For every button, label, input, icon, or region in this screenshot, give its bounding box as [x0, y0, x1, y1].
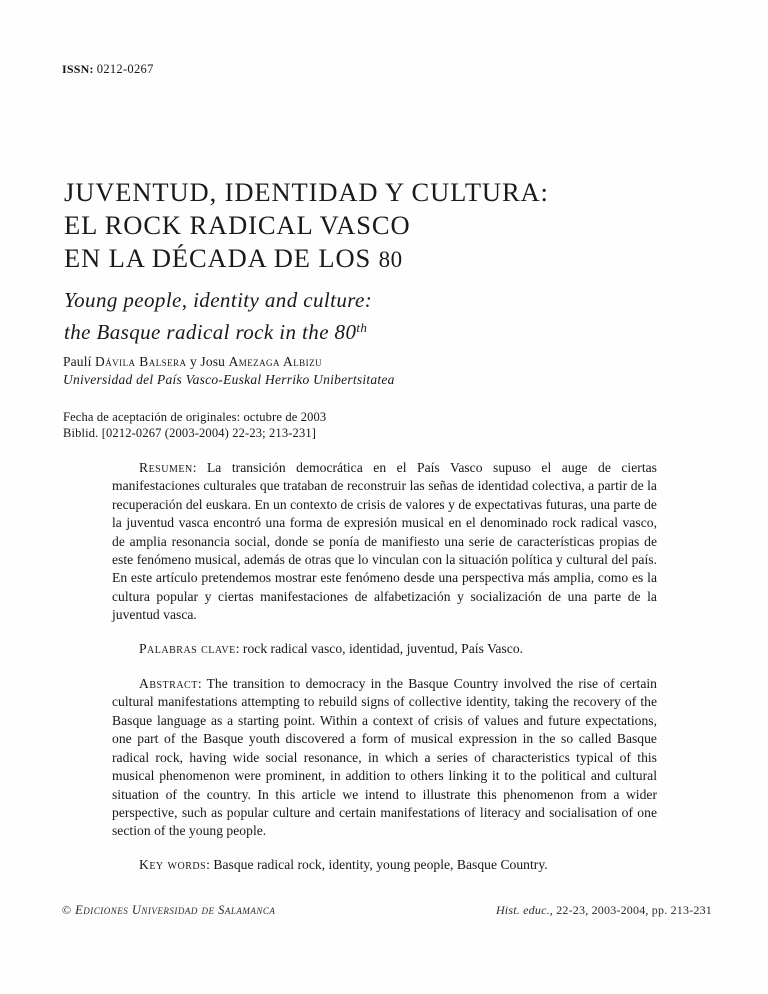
author-conjunction: y: [186, 354, 201, 369]
author-affiliation: Universidad del País Vasco-Euskal Herriko Unibertsitatea: [63, 371, 395, 387]
keywords-spanish: [112, 640, 657, 658]
keywords-spanish-text: rock radical vasco, identidad, juventud, País Vasco.: [242, 640, 524, 656]
title-decade-number: 80: [378, 247, 403, 272]
publisher-name: Ediciones Universidad de Salamanca: [75, 903, 276, 917]
keywords-english-separator: :: [206, 856, 214, 872]
publisher-credit: [62, 903, 275, 918]
keywords-english-text: Basque radical rock, identity, young people, Basque Country.: [213, 856, 548, 872]
abstract-english-separator: :: [197, 676, 207, 692]
keywords-spanish-separator: :: [235, 640, 243, 656]
author-names: [63, 354, 683, 371]
biblid-code: Biblid. [0212-0267 (2003-2004) 22-23; 213-231]: [63, 426, 317, 440]
title-line-1: JUVENTUD, IDENTIDAD Y CULTURA:: [64, 177, 549, 207]
spacer: [112, 625, 657, 640]
abstract-area: [112, 459, 657, 874]
copyright-icon: ©: [62, 903, 76, 917]
subtitle-line-2: [64, 314, 684, 346]
page-title: [64, 176, 684, 276]
issn-block: [62, 62, 154, 77]
abstract-english: [112, 675, 657, 841]
keywords-english: [112, 856, 657, 874]
issn-value: 0212-0267: [96, 62, 154, 76]
author-2-given-name: Josu: [200, 354, 229, 369]
journal-name: Hist. educ.,: [495, 903, 553, 917]
title-line-3: [64, 242, 684, 276]
title-line-3-text: EN LA DÉCADA DE LOS: [64, 243, 379, 273]
abstract-spanish-text: La transición democrática en el País Vasco supuso el auge de ciertas manifestaciones culturales que trataban de reconstruir las señas de identidad colectiva, a partir de la recuperación del euskara. En un contexto de crisis de valores y de expectativas futuras, una parte de la juventud vasca encontró una forma de expresión musical en el denominado rock radical vasco, de amplia resonancia social, donde se ponía de manifiesto una serie de características propias de este fenómeno musical, además de otras que lo vinculan con la situación política y cultural del país. En este artículo pretendemos mostrar este fenómeno desde una perspectiva más amplia, como es la cultura popular y ciertas manifestaciones de alfabetización y socialización de una parte de la juventud vasca.: [112, 460, 657, 623]
abstract-english-label: Abstract: [139, 676, 198, 692]
spacer: [112, 658, 657, 675]
abstract-english-text: The transition to democracy in the Basque Country involved the rise of certain cultural manifestations attempting to rebuild signs of collective identity, taking the recovery of the Basque language as a starting point. Within a context of crisis of values and future expectations, one part of the Basque youth discovered a form of musical expression in the so called Basque radical rock, having wide social resonance, in which a series of characteristics typical of this musical phenomenon were prominent, in addition to others linking it to the political and cultural situation of the country. In this article we intend to illustrate this phenomenon from a wider perspective, such as popular culture and certain manifestations of literacy and socialisation of one section of the young people.: [112, 676, 657, 839]
subtitle-line-1: Young people, identity and culture:: [64, 288, 373, 312]
keywords-spanish-label: Palabras clave: [139, 640, 236, 656]
page-subtitle: [64, 286, 684, 346]
subtitle-ordinal-suffix: th: [356, 320, 368, 335]
issn-label: ISSN:: [62, 62, 94, 76]
author-1-surname: Dávila Balsera: [95, 354, 187, 369]
journal-citation: [496, 903, 712, 918]
author-block: [63, 354, 683, 388]
publication-metadata: [63, 409, 683, 441]
spacer: [112, 841, 657, 856]
journal-citation-details: 22-23, 2003-2004, pp. 213-231: [553, 903, 712, 917]
abstract-spanish-separator: :: [192, 460, 207, 475]
keywords-english-label: Key words: [139, 856, 207, 872]
abstract-spanish: [112, 459, 657, 625]
title-line-2: EL ROCK RADICAL VASCO: [64, 210, 411, 240]
author-2-surname: Amezaga Albizu: [228, 354, 322, 369]
author-1-given-name: Paulí: [63, 354, 96, 369]
subtitle-line-2-text: the Basque radical rock in the 80: [64, 319, 357, 344]
page-footer: [62, 903, 712, 918]
acceptance-date: Fecha de aceptación de originales: octubre de 2003: [63, 410, 327, 424]
abstract-spanish-label: Resumen: [139, 460, 193, 475]
